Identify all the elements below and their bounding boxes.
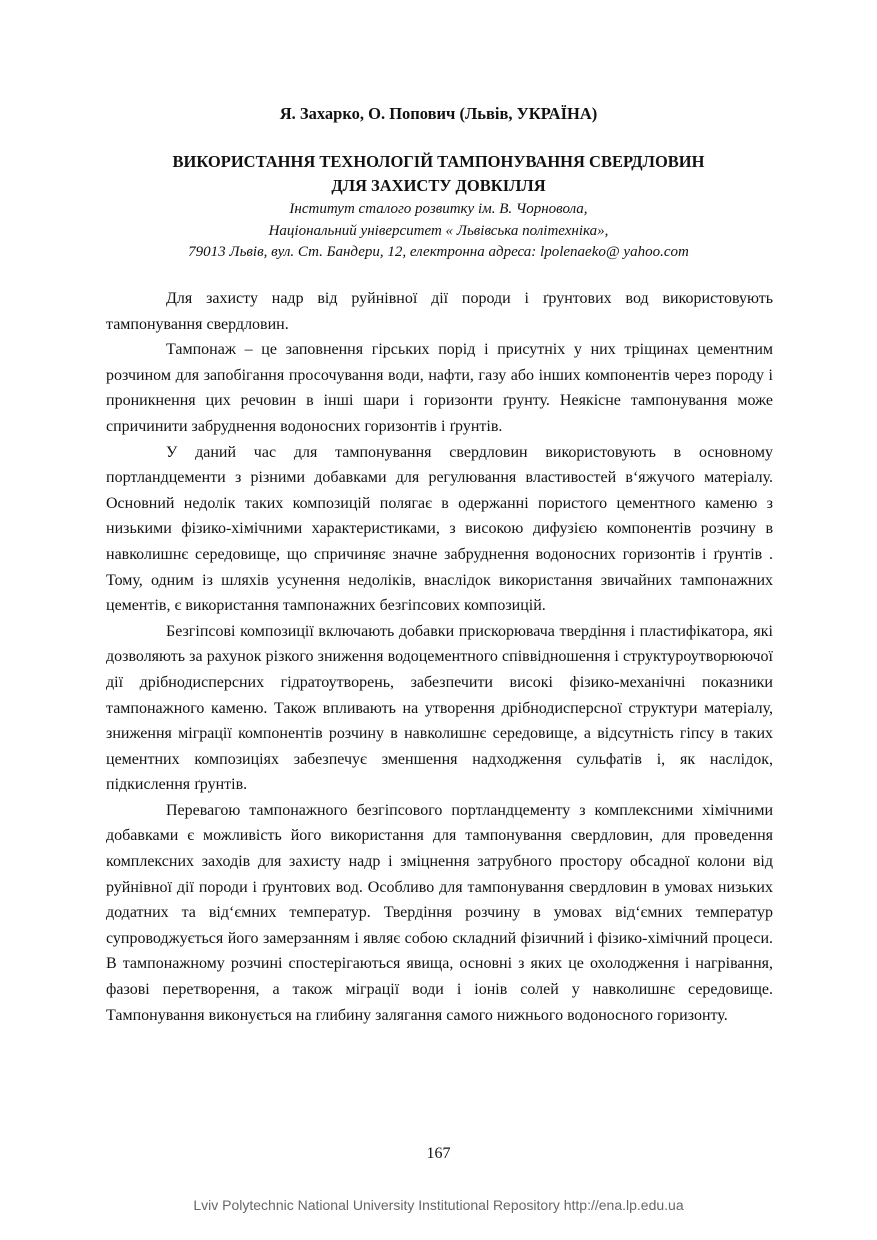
paragraph: Для захисту надр від руйнівної дії породи і ґрунтових вод використовують тампонування свердловин.	[106, 290, 773, 333]
repository-footer: Lviv Polytechnic National University Institutional Repository http://ena.lp.edu.ua	[193, 1197, 684, 1213]
title-line-2: ДЛЯ ЗАХИСТУ ДОВКІЛЛЯ	[331, 176, 546, 195]
title-line-1: ВИКОРИСТАННЯ ТЕХНОЛОГІЙ ТАМПОНУВАННЯ СВЕРДЛОВИН	[172, 152, 705, 171]
paragraph: У даний час для тампонування свердловин використовують в основному портландцементи з різними добавками для регулювання властивостей в‘яжучого матеріалу. Основний недолік таких композицій полягає в одержанні пористого цементного каменю з низькими фізико-хімічними характеристиками, з високою дифузією компонентів розчину в навколишнє середовище, що спричиняє значне забруднення водоносних горизонтів і ґрунтів . Тому, одним із шляхів усунення недоліків, внаслідок використання звичайних тампонажних цементів, є використання тампонажних безгіпсових композицій.	[106, 443, 773, 615]
affiliation-line-1: Інститут сталого розвитку ім. В. Чорновола,	[289, 201, 588, 217]
affiliation	[0, 199, 877, 264]
authors: Я. Захарко, О. Попович (Львів, УКРАЇНА)	[279, 104, 598, 123]
paragraph: Перевагою тампонажного безгіпсового портландцементу з комплексними хімічними добавками є можливість його використання для тампонування свердловин, для проведення комплексних заходів для захисту надр і зміцнення затрубного простору обсадної колони від руйнівної дії породи і ґрунтових вод. Особливо для тампонування свердловин в умовах низьких додатних та від‘ємних температур. Твердіння розчину в умовах від‘ємних температур супроводжується його замерзанням і являє собою складний фізичний і фізико-хімічний процеси. В тампонажному розчині спостерігаються явища, основні з яких це охолодження і нагрівання, фазові перетворення, а також міграції води і іонів солей у навколишнє середовище. Тампонування виконується на глибину залягання самого нижнього водоносного горизонту.	[106, 801, 773, 1024]
body-text	[106, 286, 773, 1028]
affiliation-line-3: 79013 Львів, вул. Ст. Бандери, 12, електронна адреса: lpolenaeko@ yahoo.com	[188, 244, 689, 260]
affiliation-line-2: Національний університет « Львівська політехніка»,	[268, 222, 609, 239]
paragraph: Тампонаж – це заповнення гірських порід і присутніх у них тріщинах цементним розчином для запобігання просочування води, нафти, газу або інших компонентів через породу і проникнення цих речовин в інші шари і горизонти ґрунту. Неякісне тампонування може спричинити забруднення водоносних горизонтів і ґрунтів.	[106, 341, 773, 435]
page-number: 167	[426, 1145, 451, 1162]
paragraph: Безгіпсові композиції включають добавки прискорювача твердіння і пластифікатора, які дозволяють за рахунок різкого зниження водоцементного співвідношення і структуроутворюючої дії дрібнодисперсних гідратоутворень, забезпечити високі фізико-механічні показники тампонажного каменю. Також впливають на утворення дрібнодисперсної структури матеріалу, зниження міграції компонентів розчину в навколишнє середовище, а відсутність гіпсу в таких цементних композиціях забезпечує зменшення надходження сульфатів і, як наслідок, підкислення ґрунтів.	[106, 622, 773, 794]
paper-title	[0, 150, 877, 198]
